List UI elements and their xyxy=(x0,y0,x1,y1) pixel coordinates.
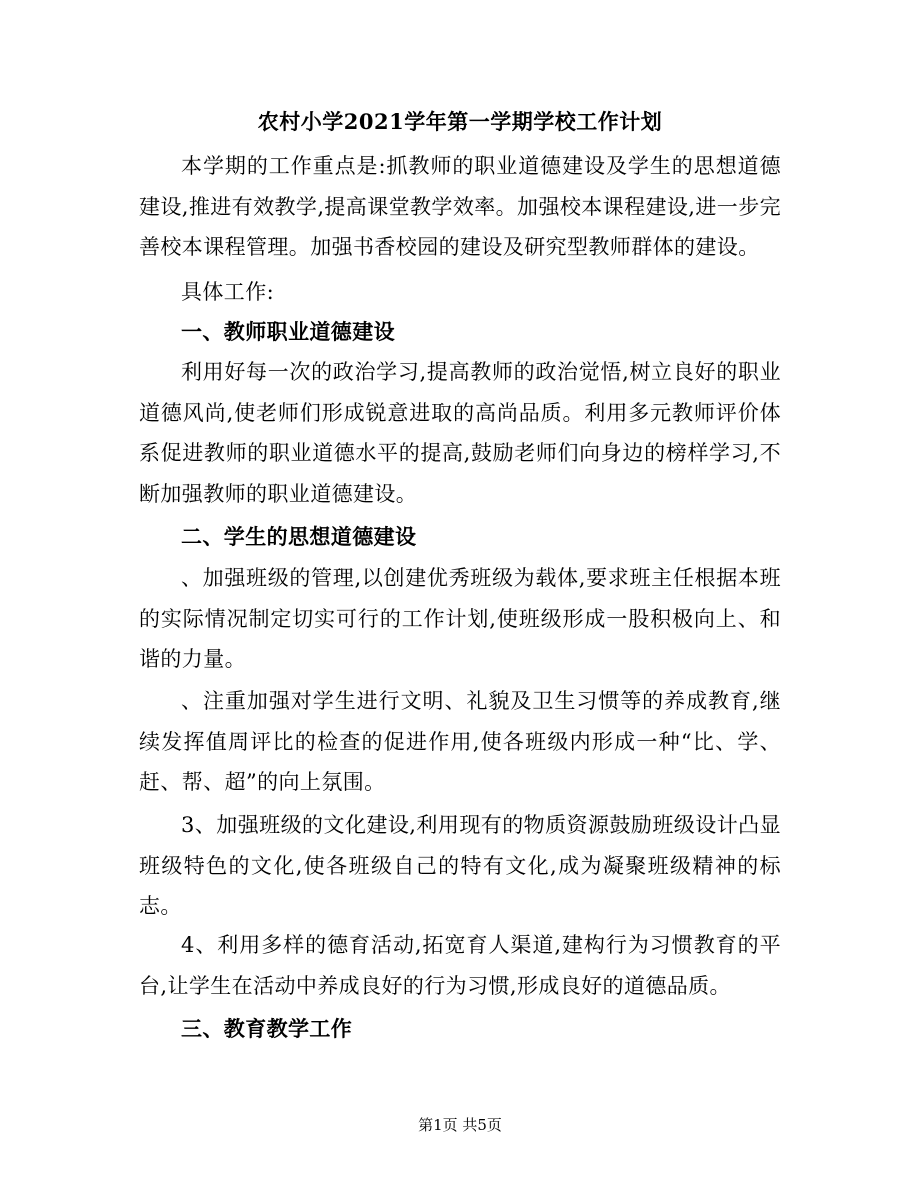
student-morality-item-4: 4、利用多样的德育活动,拓宽育人渠道,建构行为习惯教育的平台,让学生在活动中养成良好的行为习惯,形成良好的道德品质。 xyxy=(139,933,781,998)
student-morality-item-2: 、注重加强对学生进行文明、礼貌及卫生习惯等的养成教育,继续发挥值周评比的检查的促进作用,使各班级内形成一种“比、学、赶、帮、超”的向上氛围。 xyxy=(139,689,781,794)
section-heading-teaching-work: 三、教育教学工作 xyxy=(181,1016,353,1041)
section-heading-student-morality: 二、学生的思想道德建设 xyxy=(181,524,417,549)
intro-paragraph: 本学期的工作重点是:抓教师的职业道德建设及学生的思想道德建设,推进有效教学,提高课堂教学效率。加强校本课程建设,进一步完善校本课程管理。加强书香校园的建设及研究型教师群体的建设。 xyxy=(139,154,781,259)
page-number: 第1页 共5页 xyxy=(418,1116,502,1134)
document-title: 农村小学2021学年第一学期学校工作计划 xyxy=(257,109,663,134)
specific-work-label: 具体工作: xyxy=(181,280,275,304)
student-morality-item-1: 、加强班级的管理,以创建优秀班级为载体,要求班主任根据本班的实际情况制定切实可行的工作计划,使班级形成一股积极向上、和谐的力量。 xyxy=(139,566,781,671)
student-morality-item-3: 3、加强班级的文化建设,利用现有的物质资源鼓励班级设计凸显班级特色的文化,使各班级自己的特有文化,成为凝聚班级精神的标志。 xyxy=(139,813,781,918)
teacher-ethics-paragraph: 利用好每一次的政治学习,提高教师的政治觉悟,树立良好的职业道德风尚,使老师们形成锐意进取的高尚品质。利用多元教师评价体系促进教师的职业道德水平的提高,鼓励老师们向身边的榜样学习,不断加强教师的职业道德建设。 xyxy=(139,360,781,506)
section-heading-teacher-ethics: 一、教师职业道德建设 xyxy=(181,319,395,344)
